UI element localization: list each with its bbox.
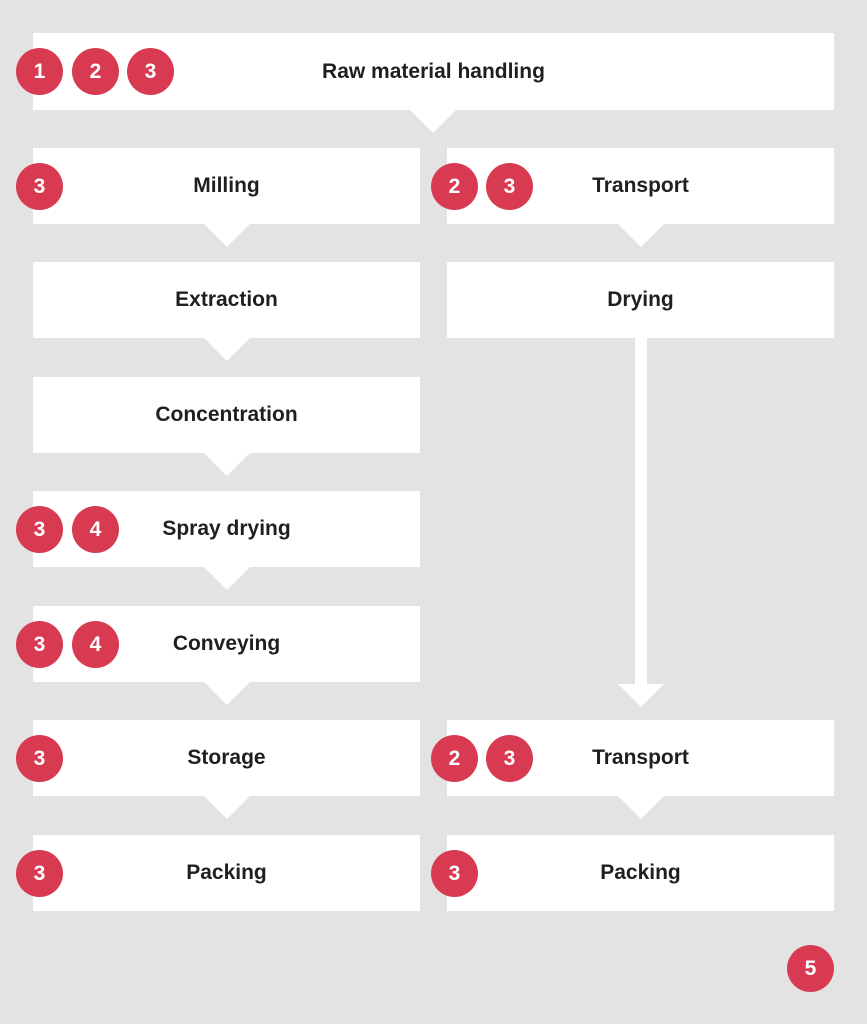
step-badge: 2 [431, 163, 478, 210]
step-label: Raw material handling [322, 59, 545, 83]
flow-arrow [204, 224, 250, 247]
step-label: Packing [186, 861, 267, 884]
step-label: Storage [187, 746, 266, 769]
step-badge: 2 [72, 48, 119, 95]
step-badge: 3 [431, 850, 478, 897]
step-badge: 2 [431, 735, 478, 782]
step-badge: 3 [486, 735, 533, 782]
step-badge: 3 [16, 506, 63, 553]
step-extraction [33, 262, 420, 338]
flow-line [635, 338, 647, 684]
step-label: Extraction [175, 288, 278, 311]
step-badge: 3 [16, 735, 63, 782]
step-label: Milling [193, 174, 260, 197]
flow-arrowhead [618, 684, 664, 707]
step-badge: 3 [486, 163, 533, 210]
step-label: Concentration [155, 403, 298, 426]
step-badge: 3 [16, 621, 63, 668]
flow-arrow [618, 796, 664, 819]
flow-arrow [618, 224, 664, 247]
flow-arrow [204, 567, 250, 590]
step-label: Transport [592, 174, 689, 197]
step-badge: 3 [16, 163, 63, 210]
step-label: Packing [600, 861, 681, 884]
step-badge: 3 [16, 850, 63, 897]
step-badge: 4 [72, 621, 119, 668]
flow-arrow [204, 338, 250, 361]
step-badge: 1 [16, 48, 63, 95]
flow-arrow [204, 453, 250, 476]
flow-arrow [204, 796, 250, 819]
step-milling [33, 148, 420, 224]
step-packing-right [447, 835, 834, 911]
step-label: Spray drying [162, 517, 291, 540]
flow-arrow [204, 682, 250, 705]
flow-arrow [410, 110, 456, 133]
step-concentration [33, 377, 420, 453]
step-label: Drying [607, 288, 674, 311]
step-badge: 4 [72, 506, 119, 553]
footer-badge: 5 [787, 945, 834, 992]
step-label: Conveying [172, 632, 281, 655]
step-drying [447, 262, 834, 338]
step-packing-left [33, 835, 420, 911]
step-label: Transport [592, 746, 689, 769]
step-storage [33, 720, 420, 796]
step-badge: 3 [127, 48, 174, 95]
